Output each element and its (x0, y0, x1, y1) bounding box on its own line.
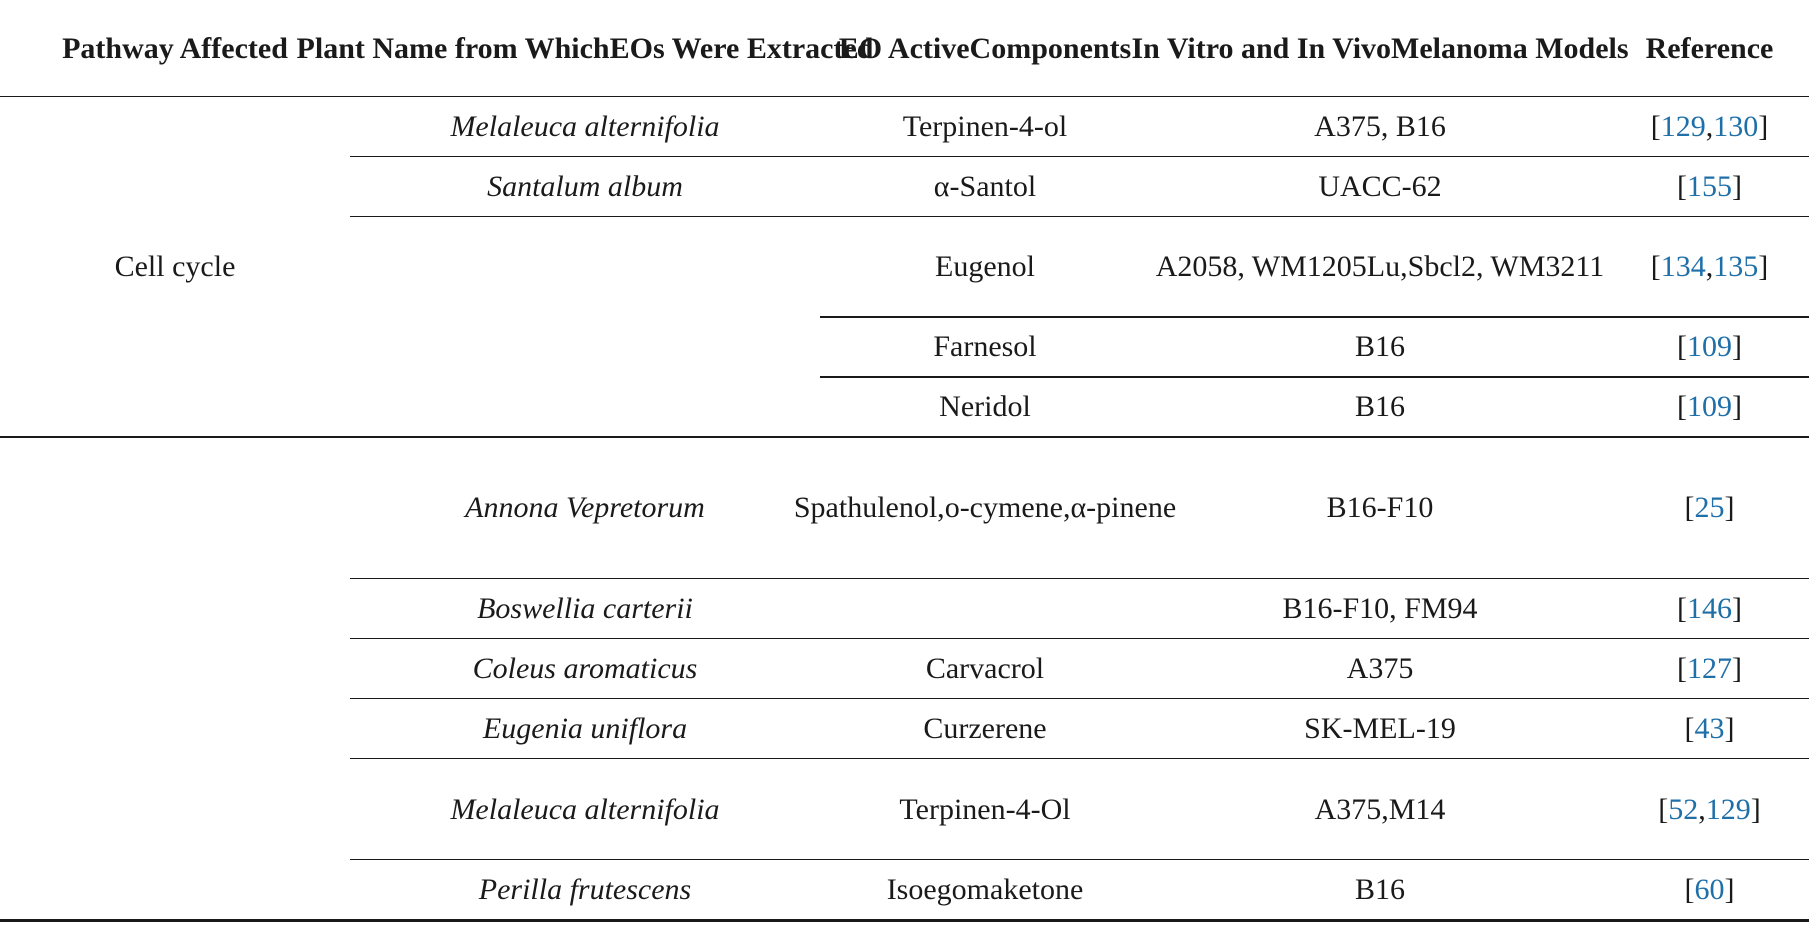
text-line: Neridol (939, 390, 1031, 423)
active-component-cell (820, 699, 1150, 759)
text-line: EOs Were Extracted (609, 31, 874, 65)
reference-link[interactable]: 155 (1687, 170, 1732, 203)
plant-name-cell: Annona Vepretorum (465, 491, 705, 524)
group-rule (0, 436, 1809, 438)
row-rule (350, 216, 1809, 217)
bracket-open: [ (1650, 110, 1661, 143)
active-component-cell (820, 157, 1150, 217)
melanoma-model-cell (1150, 437, 1610, 579)
reference-link[interactable]: 127 (1687, 652, 1732, 685)
reference-cell (1610, 157, 1809, 217)
reference-link[interactable]: 60 (1694, 873, 1725, 906)
header-plant-name (296, 0, 874, 97)
text-line: In Vitro and In Vivo (1131, 31, 1392, 65)
melanoma-model-cell (1150, 699, 1610, 759)
reference-separator: , (1698, 792, 1706, 826)
melanoma-model-cell (1150, 377, 1610, 437)
active-component-cell (820, 97, 1150, 157)
text-line: Farnesol (933, 330, 1037, 363)
reference-cell (1610, 97, 1809, 157)
bracket-close: ] (1724, 491, 1735, 524)
text-line: B16 (1354, 390, 1405, 423)
reference-separator: , (1705, 110, 1714, 143)
bottom-rule (0, 919, 1809, 922)
text-line: SK-MEL-19 (1304, 712, 1456, 745)
plant-name-cell: Perilla frutescens (478, 873, 692, 906)
melanoma-model-cell (1150, 579, 1610, 639)
reference-cell (1610, 377, 1809, 437)
active-component-cell (820, 759, 1150, 860)
text-line: Terpinen-4-ol (902, 110, 1068, 143)
bracket-close: ] (1732, 390, 1742, 423)
text-line: EO Active (838, 31, 970, 65)
reference-link[interactable]: 130 (1713, 110, 1759, 143)
melanoma-model-cell (1150, 759, 1610, 860)
melanoma-model-cell (1150, 217, 1610, 317)
reference-cell (1610, 639, 1809, 699)
reference-link[interactable]: 134 (1660, 250, 1706, 283)
header-melanoma-models (1131, 0, 1629, 97)
reference-cell (1610, 579, 1809, 639)
row-rule (350, 859, 1809, 860)
bracket-open: [ (1684, 712, 1695, 745)
active-component-cell (820, 377, 1150, 437)
bracket-close: ] (1732, 592, 1742, 625)
row-rule (820, 376, 1809, 378)
header-reference: Reference (1645, 31, 1774, 65)
text-line: Carvacrol (925, 652, 1045, 685)
reference-link[interactable]: 129 (1660, 110, 1706, 143)
row-rule (350, 578, 1809, 579)
bracket-open: [ (1677, 592, 1687, 625)
text-line: A2058, WM1205Lu, (1155, 250, 1408, 283)
reference-separator: , (1705, 250, 1714, 283)
reference-link[interactable]: 146 (1687, 592, 1732, 625)
reference-cell (1610, 860, 1809, 920)
text-line: UACC-62 (1318, 170, 1442, 203)
reference-link[interactable]: 43 (1694, 712, 1725, 745)
melanoma-model-cell (1150, 97, 1610, 157)
reference-cell (1610, 217, 1809, 317)
text-line: Curzerene (923, 712, 1047, 745)
plant-name-cell: Melaleuca alternifolia (450, 110, 720, 143)
bracket-close: ] (1724, 712, 1735, 745)
row-rule (350, 758, 1809, 759)
row-rule (820, 316, 1809, 318)
text-line: Plant Name from Which (296, 31, 610, 65)
bracket-open: [ (1658, 792, 1669, 826)
bracket-open: [ (1677, 652, 1687, 685)
text-line: Components (969, 31, 1132, 65)
text-line: Terpinen-4-Ol (899, 792, 1071, 826)
reference-cell (1610, 699, 1809, 759)
active-component-cell (793, 437, 1177, 579)
header-pathway-affected: Pathway Affected (62, 31, 288, 65)
text-line: Sbcl2, WM3211 (1407, 250, 1605, 283)
reference-link[interactable]: 25 (1694, 491, 1725, 524)
bracket-close: ] (1758, 110, 1769, 143)
active-component-cell (820, 639, 1150, 699)
bracket-open: [ (1677, 330, 1687, 363)
melanoma-model-cell (1150, 639, 1610, 699)
melanoma-model-cell (1150, 317, 1610, 377)
reference-link[interactable]: 135 (1713, 250, 1759, 283)
text-line: Eugenol (935, 250, 1035, 283)
row-rule (350, 698, 1809, 699)
reference-link[interactable]: 109 (1687, 330, 1732, 363)
reference-link[interactable]: 109 (1687, 390, 1732, 423)
reference-link[interactable]: 129 (1705, 792, 1751, 826)
reference-link[interactable]: 52 (1668, 792, 1699, 826)
text-line: Spathulenol, (793, 491, 945, 524)
bracket-open: [ (1684, 491, 1695, 524)
active-component-cell (820, 579, 1150, 639)
text-line: Melanoma Models (1391, 31, 1629, 65)
reference-cell (1610, 437, 1809, 579)
active-component-cell (820, 860, 1150, 920)
reference-cell (1610, 317, 1809, 377)
active-component-cell (820, 317, 1150, 377)
active-component-cell (820, 217, 1150, 317)
bracket-close: ] (1732, 330, 1742, 363)
header-eo-active-components (820, 0, 1150, 97)
plant-name-cell: Boswellia carterii (477, 592, 693, 625)
text-line: B16-F10 (1326, 491, 1434, 524)
plant-cell-merged (350, 217, 820, 437)
row-rule (350, 156, 1809, 157)
pathway-cell: Cell cycle (114, 250, 236, 283)
melanoma-model-cell (1150, 157, 1610, 217)
text-line: α-Santol (933, 170, 1037, 203)
bracket-close: ] (1732, 170, 1742, 203)
plant-name-cell: Santalum album (487, 170, 683, 203)
bracket-open: [ (1677, 170, 1687, 203)
text-line: α-pinene (1070, 491, 1177, 524)
text-line: A375 (1346, 652, 1414, 685)
plant-name-cell: Coleus aromaticus (472, 652, 698, 685)
bracket-close: ] (1724, 873, 1735, 906)
row-rule (350, 638, 1809, 639)
text-line: B16 (1354, 330, 1405, 363)
text-line: A375, B16 (1314, 110, 1446, 143)
plant-name-cell: Eugenia uniflora (482, 712, 688, 745)
text-line: M14 (1388, 792, 1446, 826)
bracket-open: [ (1677, 390, 1687, 423)
bracket-open: [ (1684, 873, 1695, 906)
pathway-cell (0, 437, 350, 920)
text-line: A375, (1314, 792, 1389, 826)
text-line: o-cymene, (944, 491, 1071, 524)
reference-cell (1610, 759, 1809, 860)
bracket-close: ] (1758, 250, 1769, 283)
text-line: Isoegomaketone (886, 873, 1084, 906)
melanoma-model-cell (1150, 860, 1610, 920)
bracket-close: ] (1732, 652, 1742, 685)
bracket-close: ] (1750, 792, 1761, 826)
text-line: B16 (1354, 873, 1405, 906)
plant-name-cell: Melaleuca alternifolia (450, 792, 720, 826)
text-line: B16-F10, FM94 (1282, 592, 1478, 625)
bracket-open: [ (1650, 250, 1661, 283)
